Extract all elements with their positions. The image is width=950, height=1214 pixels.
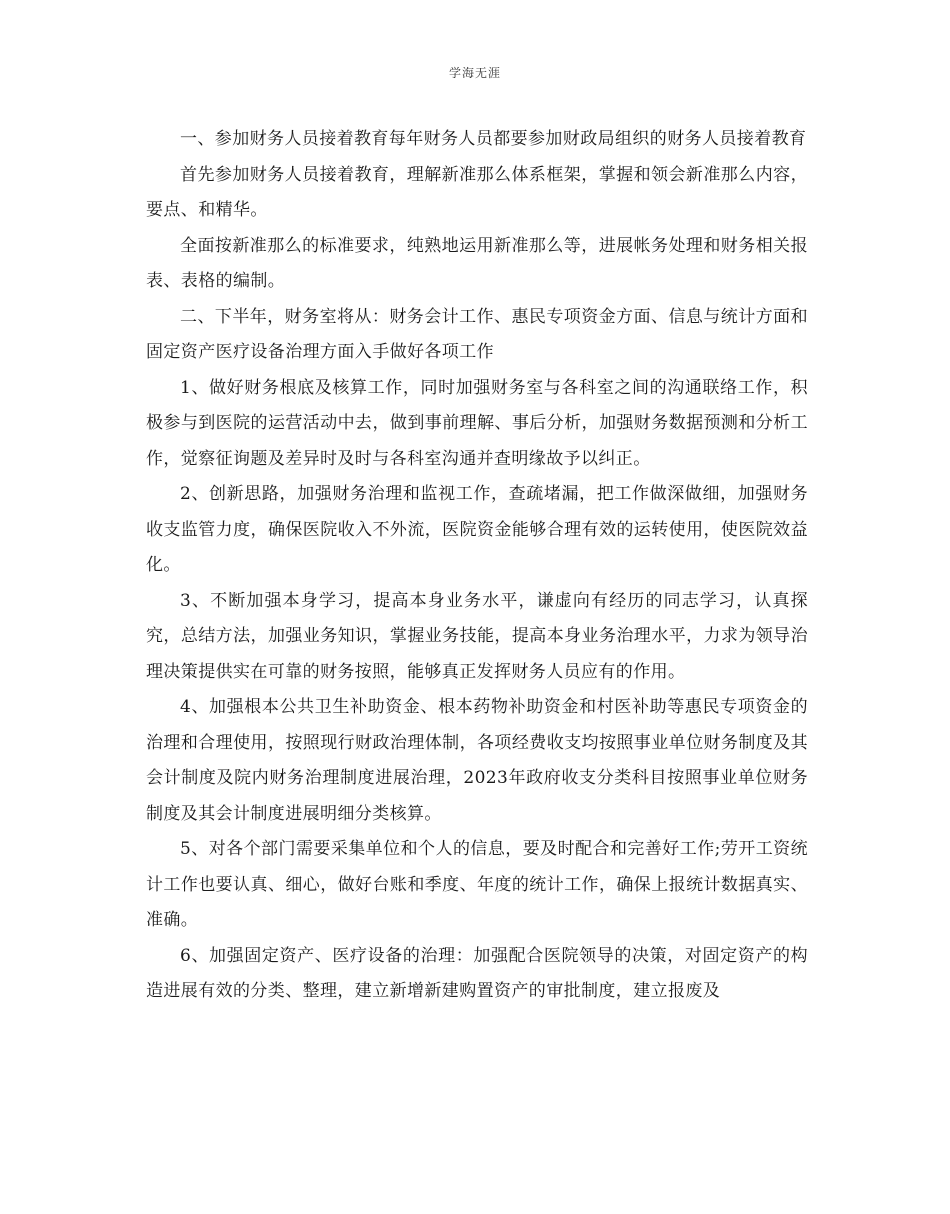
paragraph-1: 一、参加财务人员接着教育每年财务人员都要参加财政局组织的财务人员接着教育 — [180, 129, 807, 149]
document-body — [146, 122, 808, 1010]
paragraph-9: 5、对各个部门需要采集单位和个人的信息，要及时配合和完善好工作;劳开工资统计工作也要认真、细心，做好台账和季度、年度的统计工作，确保上报统计数据真实、准确。 — [146, 839, 808, 930]
paragraph-6: 2、创新思路，加强财务治理和监视工作，查疏堵漏，把工作做深做细，加强财务收支监管力度，确保医院收入不外流，医院资金能够合理有效的运转使用，使医院效益化。 — [146, 484, 808, 575]
paragraph-8: 4、加强根本公共卫生补助资金、根本药物补助资金和村医补助等惠民专项资金的治理和合理使用，按照现行财政治理体制，各项经费收支均按照事业单位财务制度及其会计制度及院内财务治理制度进展治理，2023年政府收支分类科目按照事业单位财务制度及其会计制度进展明细分类核算。 — [146, 697, 808, 824]
paragraph-5: 1、做好财务根底及核算工作，同时加强财务室与各科室之间的沟通联络工作，积极参与到医院的运营活动中去，做到事前理解、事后分析，加强财务数据预测和分析工作，觉察征询题及差异时及时与各科室沟通并查明缘故予以纠正。 — [146, 377, 808, 469]
paragraph-10: 6、加强固定资产、医疗设备的治理：加强配合医院领导的决策，对固定资产的构造进展有效的分类、整理，建立新增新建购置资产的审批制度，建立报废及 — [146, 945, 808, 1001]
paragraph-3: 全面按新准那么的标准要求，纯熟地运用新准那么等，进展帐务处理和财务相关报表、表格的编制。 — [146, 235, 808, 291]
paragraph-7: 3、不断加强本身学习，提高本身业务水平，谦虚向有经历的同志学习，认真探究，总结方法，加强业务知识，掌握业务技能，提高本身业务治理水平，力求为领导治理决策提供实在可靠的财务按照，能够真正发挥财务人员应有的作用。 — [146, 590, 808, 682]
page-header: 学海无涯 — [448, 66, 501, 80]
paragraph-2: 首先参加财务人员接着教育，理解新准那么体系框架，掌握和领会新准那么内容，要点、和精华。 — [146, 164, 808, 220]
paragraph-4: 二、下半年，财务室将从：财务会计工作、惠民专项资金方面、信息与统计方面和固定资产医疗设备治理方面入手做好各项工作 — [146, 306, 808, 362]
